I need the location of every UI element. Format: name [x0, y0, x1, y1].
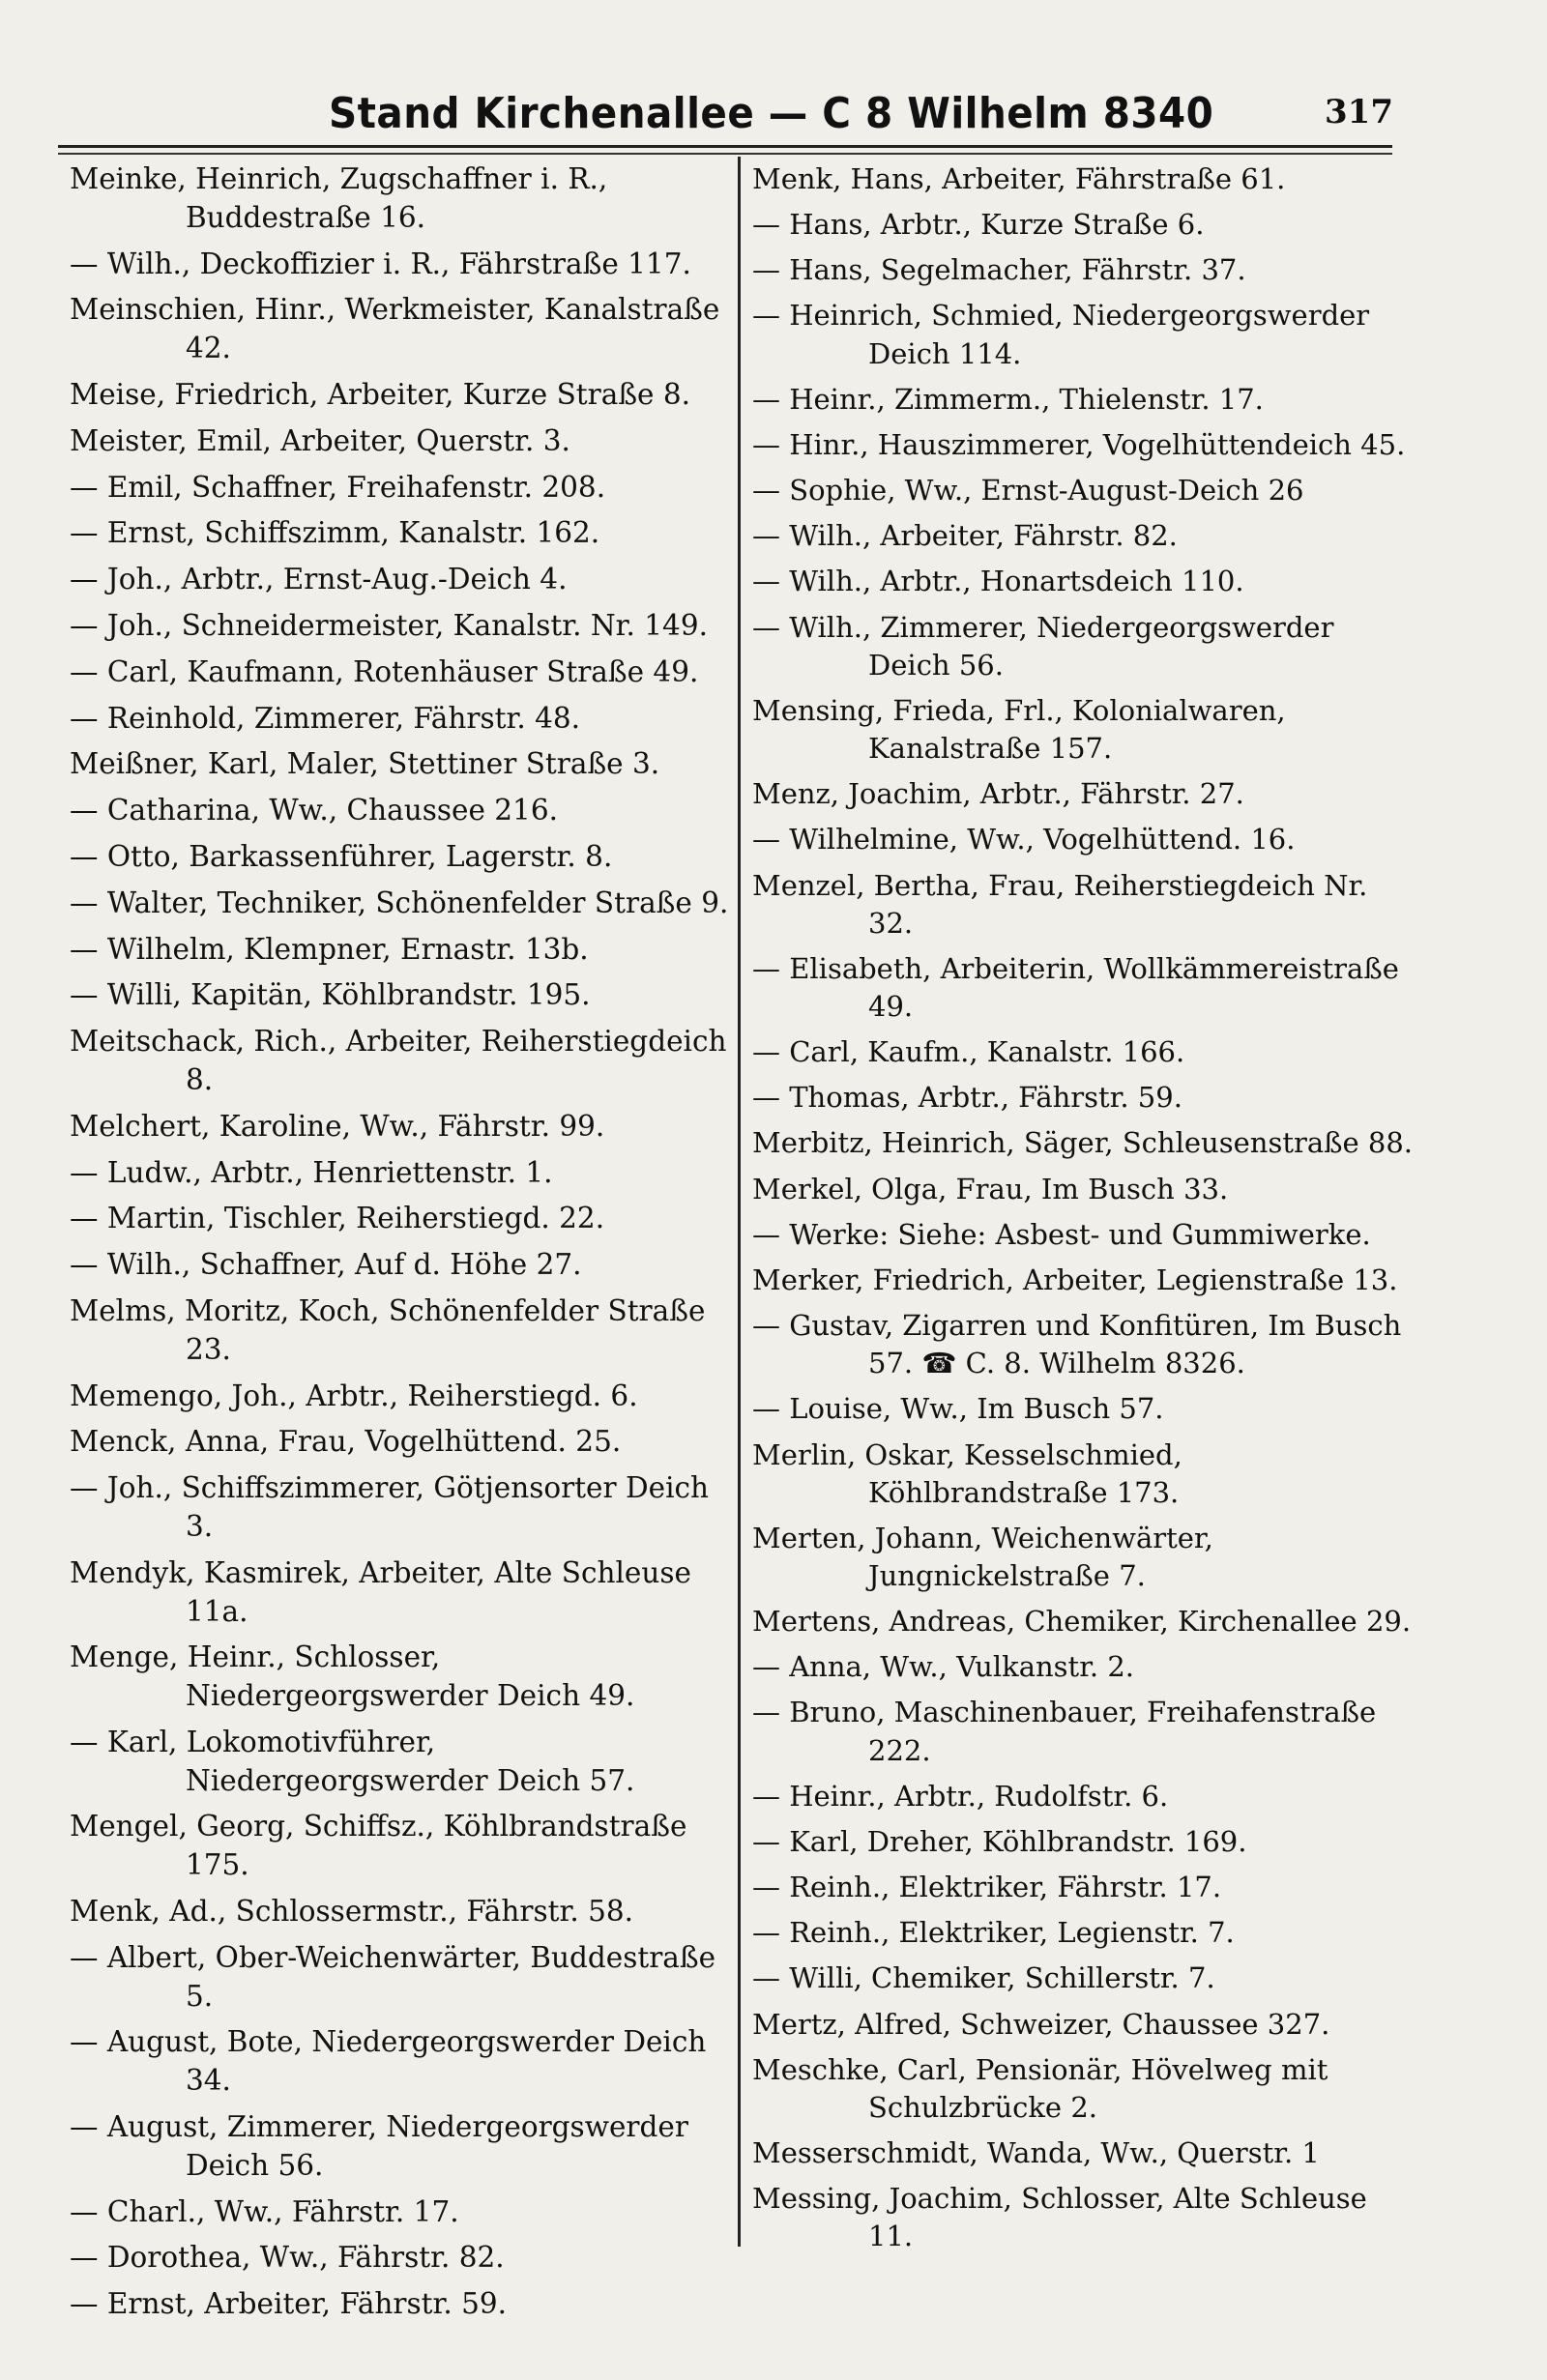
directory-entry: — Wilhelm, Klempner, Ernastr. 13b.: [70, 932, 589, 966]
directory-entry: Merbitz, Heinrich, Säger, Schleusenstraße 88.: [752, 1126, 1414, 1160]
header-rule-top: [58, 145, 1392, 148]
directory-entry: — Emil, Schaffner, Freihafenstr. 208.: [70, 470, 606, 504]
directory-entry: — Otto, Barkassenführer, Lagerstr. 8.: [70, 839, 613, 873]
directory-entry: Merlin, Oskar, Kesselschmied, Köhlbrandstraße 173.: [752, 1437, 1182, 1509]
directory-entry: — Elisabeth, Arbeiterin, Wollkämmereistraße 49.: [752, 951, 1399, 1023]
directory-entry: Melchert, Karoline, Ww., Fährstr. 99.: [70, 1109, 605, 1143]
directory-entry: — Catharina, Ww., Chaussee 216.: [70, 794, 558, 827]
directory-entry: Merten, Johann, Weichenwärter, Jungnickelstraße 7.: [752, 1521, 1213, 1592]
directory-entry: — Wilh., Zimmerer, Niedergeorgswerder Deich 56.: [752, 610, 1334, 682]
directory-entry: Menk, Ad., Schlossermstr., Fährstr. 58.: [70, 1895, 634, 1929]
directory-entry: — Sophie, Ww., Ernst-August-Deich 26: [752, 474, 1304, 508]
directory-entry: — Bruno, Maschinenbauer, Freihafenstraße 222.: [752, 1696, 1377, 1767]
directory-entry: Menk, Hans, Arbeiter, Fährstraße 61.: [752, 162, 1286, 195]
directory-entry: — Joh., Arbtr., Ernst-Aug.-Deich 4.: [70, 563, 568, 596]
directory-entry: — Heinr., Arbtr., Rudolfstr. 6.: [752, 1779, 1169, 1813]
directory-entry: — Wilh., Arbtr., Honartsdeich 110.: [752, 565, 1244, 598]
directory-entry: — Carl, Kaufmann, Rotenhäuser Straße 49.: [70, 654, 699, 688]
directory-entry: — Willi, Kapitän, Köhlbrandstr. 195.: [70, 978, 591, 1012]
directory-entry: — Ernst, Arbeiter, Fährstr. 59.: [70, 2287, 508, 2321]
directory-entry: Merkel, Olga, Frau, Im Busch 33.: [752, 1172, 1229, 1205]
directory-entry: — Dorothea, Ww., Fährstr. 82.: [70, 2241, 505, 2275]
directory-entry: — Karl, Dreher, Köhlbrandstr. 169.: [752, 1824, 1247, 1858]
running-title: Stand Kirchenallee — C 8 Wilhelm 8340: [329, 89, 1214, 138]
left-column: [70, 160, 732, 2332]
directory-entry: — Karl, Lokomotivführer, Niedergeorgswerder Deich 57.: [70, 1725, 635, 1797]
header-rule-bottom: [58, 153, 1392, 155]
directory-entry: Meinke, Heinrich, Zugschaffner i. R., Buddestraße 16.: [70, 162, 608, 234]
directory-entry: Melms, Moritz, Koch, Schönenfelder Straße 23.: [70, 1293, 706, 1366]
directory-entry: Meister, Emil, Arbeiter, Querstr. 3.: [70, 423, 570, 457]
column-divider: [738, 157, 741, 2247]
page-number: 317: [1325, 93, 1393, 131]
directory-entry: — Reinh., Elektriker, Fährstr. 17.: [752, 1871, 1222, 1904]
directory-entry: Merker, Friedrich, Arbeiter, Legienstraße 13.: [752, 1263, 1398, 1296]
directory-entry: Menck, Anna, Frau, Vogelhüttend. 25.: [70, 1425, 622, 1459]
directory-entry: Meinschien, Hinr., Werkmeister, Kanalstraße 42.: [70, 293, 720, 365]
directory-entry: — Gustav, Zigarren und Konfitüren, Im Busch 57. ☎ C. 8. Wilhelm 8326.: [752, 1309, 1402, 1380]
directory-entry: — Werke: Siehe: Asbest- und Gummiwerke.: [752, 1217, 1371, 1251]
directory-entry: — Hinr., Hauszimmerer, Vogelhüttendeich 45.: [752, 427, 1406, 461]
directory-entry: Messing, Joachim, Schlosser, Alte Schleuse 11.: [752, 2182, 1367, 2253]
directory-entry: Mertens, Andreas, Chemiker, Kirchenallee 29.: [752, 1605, 1412, 1639]
directory-entry: — Wilhelmine, Ww., Vogelhüttend. 16.: [752, 823, 1296, 856]
directory-entry: — Wilh., Schaffner, Auf d. Höhe 27.: [70, 1248, 582, 1282]
directory-entry: — Joh., Schneidermeister, Kanalstr. Nr. 149.: [70, 608, 708, 642]
directory-entry: Meschke, Carl, Pensionär, Hövelweg mit Schulzbrücke 2.: [752, 2052, 1328, 2124]
directory-entry: Meißner, Karl, Maler, Stettiner Straße 3.: [70, 747, 660, 781]
directory-entry: Meitschack, Rich., Arbeiter, Reiherstiegdeich 8.: [70, 1025, 727, 1096]
directory-entry: — Heinr., Zimmerm., Thielenstr. 17.: [752, 382, 1264, 416]
directory-entry: — Willi, Chemiker, Schillerstr. 7.: [752, 1961, 1215, 1995]
directory-entry: — Reinhold, Zimmerer, Fährstr. 48.: [70, 701, 581, 735]
directory-entry: — Louise, Ww., Im Busch 57.: [752, 1392, 1164, 1426]
directory-entry: — Charl., Ww., Fährstr. 17.: [70, 2194, 459, 2228]
directory-entry: — Joh., Schiffszimmerer, Götjensorter Deich 3.: [70, 1471, 710, 1543]
directory-entry: — Martin, Tischler, Reiherstiegd. 22.: [70, 1202, 605, 1235]
directory-entry: — Heinrich, Schmied, Niedergeorgswerder Deich 114.: [752, 299, 1370, 370]
directory-entry: — Thomas, Arbtr., Fährstr. 59.: [752, 1081, 1182, 1115]
directory-entry: — August, Zimmerer, Niedergeorgswerder Deich 56.: [70, 2110, 688, 2182]
directory-entry: — Ludw., Arbtr., Henriettenstr. 1.: [70, 1155, 553, 1189]
page-header: [0, 0, 1547, 155]
right-column: [752, 160, 1419, 2264]
directory-entry: Meise, Friedrich, Arbeiter, Kurze Straße 8.: [70, 377, 691, 411]
directory-entry: — Reinh., Elektriker, Legienstr. 7.: [752, 1916, 1235, 1950]
directory-entry: Messerschmidt, Wanda, Ww., Querstr. 1: [752, 2136, 1320, 2170]
directory-entry: — Wilh., Arbeiter, Fährstr. 82.: [752, 519, 1178, 553]
directory-entry: Menge, Heinr., Schlosser, Niedergeorgswerder Deich 49.: [70, 1640, 635, 1713]
directory-entry: Memengo, Joh., Arbtr., Reiherstiegd. 6.: [70, 1379, 638, 1412]
directory-entry: Mertz, Alfred, Schweizer, Chaussee 327.: [752, 2007, 1330, 2041]
directory-entry: — Anna, Ww., Vulkanstr. 2.: [752, 1650, 1134, 1684]
directory-entry: — Ernst, Schiffszimm, Kanalstr. 162.: [70, 516, 600, 550]
directory-entry: Menzel, Bertha, Frau, Reiherstiegdeich Nr. 32.: [752, 868, 1368, 940]
directory-entry: — Carl, Kaufm., Kanalstr. 166.: [752, 1035, 1185, 1069]
directory-entry: — Hans, Segelmacher, Fährstr. 37.: [752, 253, 1246, 287]
directory-entry: Menz, Joachim, Arbtr., Fährstr. 27.: [752, 777, 1244, 811]
directory-entry: Mendyk, Kasmirek, Arbeiter, Alte Schleuse 11a.: [70, 1555, 691, 1628]
directory-entry: — Walter, Techniker, Schönenfelder Straße 9.: [70, 885, 729, 919]
directory-entry: — Albert, Ober-Weichenwärter, Buddestraße 5.: [70, 1940, 716, 2013]
directory-entry: — August, Bote, Niedergeorgswerder Deich 34.: [70, 2025, 707, 2098]
directory-entry: — Wilh., Deckoffizier i. R., Fährstraße 117.: [70, 247, 691, 280]
directory-entry: Mensing, Frieda, Frl., Kolonialwaren, Kanalstraße 157.: [752, 693, 1286, 766]
directory-entry: — Hans, Arbtr., Kurze Straße 6.: [752, 208, 1205, 242]
directory-entry: Mengel, Georg, Schiffsz., Köhlbrandstraße 175.: [70, 1810, 687, 1882]
